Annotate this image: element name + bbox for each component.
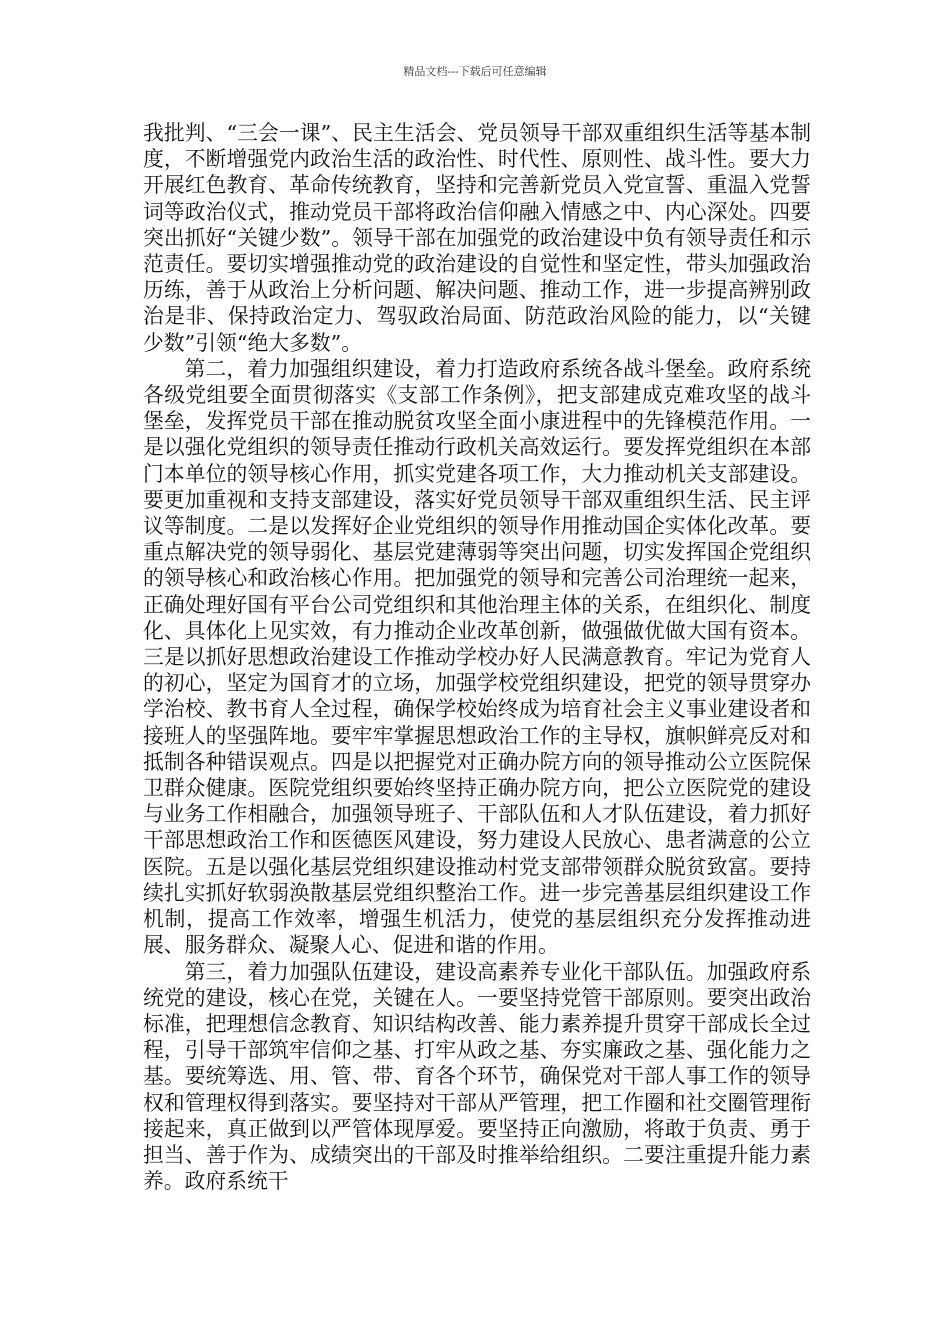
paragraph-organization-building: 第二，着力加强组织建设，着力打造政府系统各战斗堡垒。政府系统各级党组要全面贯彻落实《支部工作条例》，把支部建成克难攻坚的战斗堡垒，发挥党员干部在推动脱贫攻坚全面小康进程中的先锋模范作用。一是以强化党组织的领导责任推动行政机关高效运行。要发挥党组织在本部门本单位的领导核心作用，抓实党建各项工作，大力推动机关支部建设。要更加重视和支持支部建设，落实好党员领导干部双重组织生活、民主评议等制度。二是以发挥好企业党组织的领导作用推动国企实体化改革。要重点解决党的领导弱化、基层党建薄弱等突出问题，切实发挥国企党组织的领导核心和政治核心作用。把加强党的领导和完善公司治理统一起来，正确处理好国有平台公司党组织和其他治理主体的关系，在组织化、制度化、具体化上见实效，有力推动企业改革创新，做强做优做大国有资本。三是以抓好思想政治建设工作推动学校办好人民满意教育。牢记为党育人的初心，坚定为国育才的立场，加强学校党组织建设，把党的领导贯穿办学治校、教书育人全过程，确保学校始终成为培育社会主义事业建设者和接班人的坚强阵地。要牢牢掌握思想政治工作的主导权，旗帜鲜亮反对和抵制各种错误观点。四是以把握党对正确办院方向的领导推动公立医院保卫群众健康。医院党组织要始终坚持正确办院方向，把公立医院党的建设与业务工作相融合，加强领导班子、干部队伍和人才队伍建设，着力抓好干部思想政治工作和医德医风建设，努力建设人民放心、患者满意的公立医院。五是以强化基层党组织建设推动村党支部带领群众脱贫致富。要持续扎实抓好软弱涣散基层党组织整治工作。进一步完善基层组织建设工作机制，提高工作效率，增强生机活力，使党的基层组织充分发挥推动进展、服务群众、凝聚人心、促进和谐的作用。 — [143, 356, 811, 958]
document-body — [143, 120, 811, 1194]
page-header: 精品文档---下载后可任意编辑 — [403, 65, 547, 78]
paragraph-continuation: 我批判、“三会一课”、民主生活会、党员领导干部双重组织生活等基本制度，不断增强党内政治生活的政治性、时代性、原则性、战斗性。要大力开展红色教育、革命传统教育，坚持和完善新党员入党宣誓、重温入党誓词等政治仪式，推动党员干部将政治信仰融入情感之中、内心深处。四要突出抓好“关键少数”。领导干部在加强党的政治建设中负有领导责任和示范责任。要切实增强推动党的政治建设的自觉性和坚定性，带头加强政治历练，善于从政治上分析问题、解决问题、推动工作，进一步提高辨别政治是非、保持政治定力、驾驭政治局面、防范政治风险的能力，以“关键少数”引领“绝大多数”。 — [143, 121, 811, 355]
paragraph-team-building: 第三，着力加强队伍建设，建设高素养专业化干部队伍。加强政府系统党的建设，核心在党，关键在人。一要坚持党管干部原则。要突出政治标准，把理想信念教育、知识结构改善、能力素养提升贯穿干部成长全过程，引导干部筑牢信仰之基、打牢从政之基、夯实廉政之基、强化能力之基。要统筹选、用、管、带、育各个环节，确保党对干部人事工作的领导权和管理权得到落实。要坚持对干部从严管理，把工作圈和社交圈管理衔接起来，真正做到以严管体现厚爱。要坚持正向激励，将敢于负责、勇于担当、善于作为、成绩突出的干部及时推举给组织。二要注重提升能力素养。政府系统干 — [143, 959, 811, 1194]
